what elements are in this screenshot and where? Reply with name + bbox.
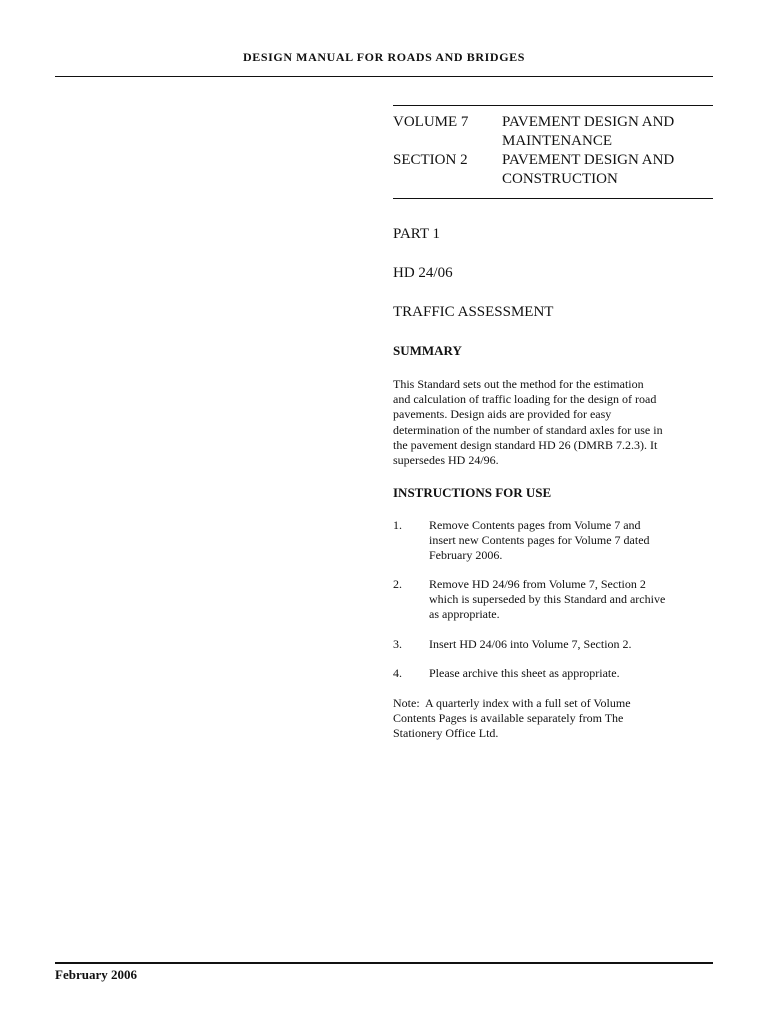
volume-row	[393, 113, 713, 151]
header-rule	[55, 76, 713, 77]
instruction-number: 3.	[393, 637, 402, 651]
summary-line: pavements. Design aids are provided for easy	[393, 407, 612, 422]
instruction-line: Remove HD 24/96 from Volume 7, Section 2	[429, 577, 646, 591]
instruction-item	[393, 666, 715, 681]
volume-section-block	[393, 113, 713, 189]
instruction-item	[393, 637, 715, 652]
instruction-number: 1.	[393, 518, 402, 532]
summary-line: determination of the number of standard axles for use in	[393, 422, 663, 437]
volume-block-top-rule	[393, 105, 713, 106]
instruction-text	[429, 637, 715, 652]
footer-date: February 2006	[55, 967, 137, 982]
instruction-item	[393, 577, 715, 623]
footer-rule	[55, 962, 713, 964]
instruction-text	[429, 577, 715, 623]
volume-title	[502, 113, 713, 151]
section-title-line: PAVEMENT DESIGN AND	[502, 152, 675, 168]
instruction-line: insert new Contents pages for Volume 7 dated	[429, 533, 650, 548]
volume-title-line: MAINTENANCE	[502, 133, 612, 149]
instruction-line: Remove Contents pages from Volume 7 and	[429, 518, 641, 532]
note-line: Stationery Office Ltd.	[393, 726, 499, 741]
standard-code: HD 24/06	[393, 265, 453, 281]
instruction-line: which is superseded by this Standard and archive	[429, 592, 666, 607]
summary-line: supersedes HD 24/96.	[393, 453, 499, 468]
summary-line: the pavement design standard HD 26 (DMRB 7.2.3). It	[393, 437, 658, 452]
instruction-line: February 2006.	[429, 548, 503, 563]
instruction-number: 2.	[393, 577, 402, 591]
summary-paragraph	[393, 377, 715, 468]
volume-label: VOLUME 7	[393, 114, 469, 130]
note-line: Note: A quarterly index with a full set of Volume	[393, 696, 631, 710]
section-row	[393, 151, 713, 189]
note-paragraph	[393, 696, 715, 742]
summary-line: and calculation of traffic loading for the design of road	[393, 392, 657, 407]
instruction-number: 4.	[393, 666, 402, 680]
instruction-text	[429, 666, 715, 681]
instruction-item	[393, 518, 715, 564]
instruction-line: as appropriate.	[429, 607, 500, 622]
instruction-text	[429, 518, 715, 564]
summary-line: This Standard sets out the method for the estimation	[393, 377, 644, 391]
instructions-heading: INSTRUCTIONS FOR USE	[393, 485, 552, 500]
volume-title-line: PAVEMENT DESIGN AND	[502, 114, 675, 130]
document-title: TRAFFIC ASSESSMENT	[393, 304, 554, 320]
summary-heading: SUMMARY	[393, 343, 462, 358]
part-heading: PART 1	[393, 226, 441, 242]
instruction-line: Insert HD 24/06 into Volume 7, Section 2.	[429, 637, 632, 651]
volume-block-bottom-rule	[393, 198, 713, 199]
section-title	[502, 151, 713, 189]
section-title-line: CONSTRUCTION	[502, 171, 618, 187]
instruction-line: Please archive this sheet as appropriate.	[429, 666, 620, 680]
note-line: Contents Pages is available separately from The	[393, 711, 624, 726]
running-header: DESIGN MANUAL FOR ROADS AND BRIDGES	[242, 50, 526, 64]
section-label: SECTION 2	[393, 152, 468, 168]
